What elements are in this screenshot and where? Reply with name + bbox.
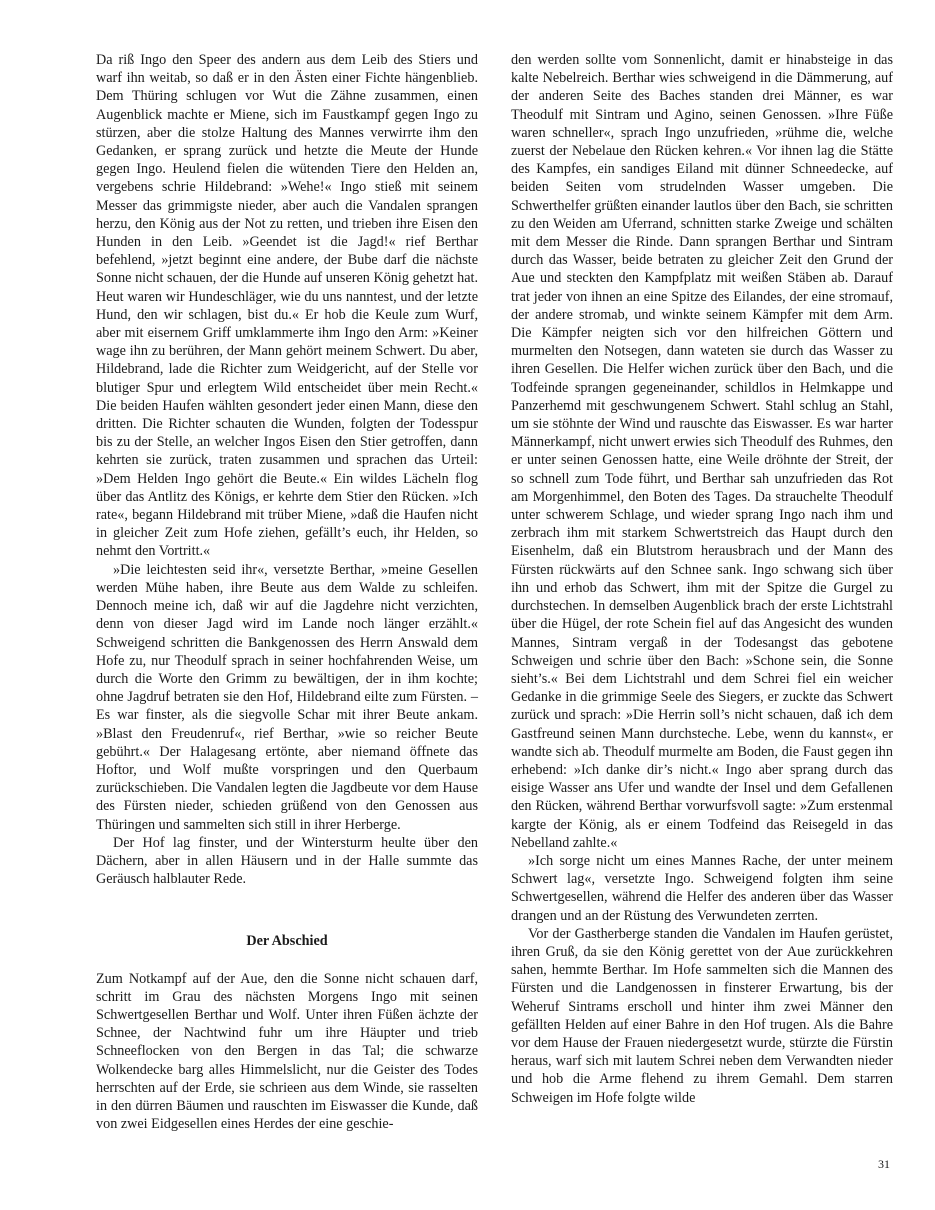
paragraph: »Ich sorge nicht um eines Mannes Rache, der unter meinem Schwert lag«, versetzte Ingo. Schweigend folgten ihm seine Schwertgesellen, während die Helfer des anderen über das Wasser drangen und an der Rüstung des Verwundeten zerrten. [511, 852, 893, 924]
paragraph: Da riß Ingo den Speer des andern aus dem Leib des Stiers und warf ihn weitab, so daß er in den Ästen einer Fichte hängenblieb. Dem Thüring schlugen vor Wut die Zähne zusammen, einen Augenblick machte er Miene, sich im Faustkampf gegen Ingo zu stürzen, aber die stolze Haltung des Mannes verwirrte ihm den Gedanken, er sprang zurück und hetzte die Meute der Hunde gegen Ingo. Heulend fielen die wütenden Tiere den Helden an, vergebens schrie Hildebrand: »Wehe!« Ingo stieß mit seinem Messer das grimmigste nieder, aber auch die Vandalen sprangen herzu, den König aus der Not zu retten, und trieben ihre Eisen den Hunden in den Leib. »Geendet ist die Jagd!« rief Berthar befehlend, »jetzt beginnt eine andere, der Bube darf die nächste Sonne nicht schauen, der die Hunde auf unseren König gehetzt hat. Heut waren wir Hundeschläger, wie du uns nanntest, und der letzte Hund, den wir schlagen, bist du.« Er hob die Keule zum Wurf, aber mit eisernem Griff umklammerte ihm Ingo den Arm: »Keiner wage ihn zu berühren, der Mann gehört meinem Schwert. Du aber, Hildebrand, lade die Richter zum Weidgericht, auf der Stelle vor blutiger Spur und erlegtem Wild entscheidet über mein Recht.« Die beiden Haufen wählten gesondert jeder einen Mann, diese den dritten. Die Richter schauten die Wunden, folgten der Todesspur bis zu der Stelle, an welcher Ingos Eisen den Stier getroffen, dann kehrten sie zurück, traten zusammen und sprachen das Urteil: »Dem Helden Ingo gehört die Beute.« Ein wildes Lächeln flog über das Antlitz des Königs, er kehrte dem Stier den Rücken. »Ich rate«, begann Hildebrand mit trüber Miene, »daß die Haufen nicht in gleicher Zeit zum Hofe ziehen, gefällt’s euch, ihr Helden, so nehmt den Vortritt.« [96, 52, 478, 560]
paragraph: »Die leichtesten seid ihr«, versetzte Berthar, »meine Gesellen werden Mühe haben, ihre Beute aus dem Walde zu schleifen. Dennoch meine ich, daß wir auf die Jagdehre nicht verzichten, denn von dieser Jagd wird im Lande noch länger erzählt.« Schweigend schritten die Bankgenossen des Herrn Answald dem Hofe zu, nur Theodulf sprach in seiner hochfahrenden Weise, um durch die Worte den Grimm zu bewältigen, der in ihm kochte; ohne Jagdruf betraten sie den Hof, Hildebrand eilte zum Fürsten. – Es war finster, als die siegvolle Schar mit ihrer Beute ankam. »Blast den Freudenruf«, rief Berthar, »wie so reicher Beute gebührt.« Der Halagesang ertönte, aber niemand öffnete das Hoftor, und Wolf mußte vorspringen und den Querbaum zurückschieben. Die Vandalen legten die Jagdbeute vor dem Hause des Fürsten nieder, schieden grüßend von den Genossen aus Thüringen und sammelten sich still in ihrer Herberge. [96, 561, 478, 833]
left-column [96, 51, 478, 1133]
paragraph: Der Hof lag finster, und der Wintersturm heulte über den Dächern, aber in allen Häusern und in der Halle summte das Geräusch halblauter Rede. [96, 834, 478, 888]
right-column [511, 51, 893, 1107]
section-heading: Der Abschied [246, 933, 328, 950]
paragraph: Vor der Gastherberge standen die Vandalen im Haufen gerüstet, ihren Gruß, da sie den König gerettet von der Aue zurückkehren sahen, hemmte Berthar. Im Hofe sammelten sich die Mannen des Fürsten und die Landgenossen in finsterer Erwartung, bis der Weheruf Sintrams erscholl und hinter ihm zwei Männer den gefällten Helden auf einer Bahre in den Hof trugen. Als die Bahre vor dem Hause der Frauen niedergesetzt wurde, stürzte die Fürstin heraus, warf sich mit lautem Schrei neben dem Verwandten nieder und hob die Arme flehend zu ihrem Gemahl. Dem starren Schweigen im Hofe folgte wilde [511, 925, 893, 1106]
paragraph: Zum Notkampf auf der Aue, den die Sonne nicht schauen darf, schritt im Grau des nächsten Morgens Ingo mit seinen Schwertgesellen Berthar und Wolf. Unter ihren Füßen ächzte der Schnee, der Nachtwind fuhr um ihre Häupter und trieb Schneeflocken von den Bergen in das Tal; die schwarze Wolkendecke barg alles Himmelslicht, nur die Geister des Todes herrschten auf der Erde, sie schrieen aus dem Winde, sie rasselten in den dürren Bäumen und rauschten im Eiswasser die Kunde, daß von zwei Eidgesellen eines Herdes der eine geschie- [96, 970, 478, 1133]
paragraph: den werden sollte vom Sonnenlicht, damit er hinabsteige in das kalte Nebelreich. Berthar wies schweigend in die Dämmerung, auf der anderen Seite des Baches standen drei Männer, es war Theodulf mit Sintram und Agino, seinen Genossen. »Ihre Füße waren schneller«, sprach Ingo unzufrieden, »rühme die, welche zuerst der Nebelaue den Rücken kehren.« Vor ihnen lag die Stätte des Kampfes, ein sandiges Eiland mit dünner Schneedecke, auf beiden Seiten vom strudelnden Wasser umgeben. Die Schwerthelfer grüßten einander lautlos über den Bach, sie schritten zu den Weiden am Uferrand, schnitten starke Zweige und schälten mit dem Messer die Rinde. Dann sprangen Berthar und Sintram durch das Wasser, beide betraten zu gleicher Zeit den Grund der Aue und steckten den Kampfplatz mit weißen Stäben ab. Darauf trat jeder von ihnen an eine Spitze des Eilandes, der eine stromauf, der andere stromab, und winkte seinem Kämpfer mit dem Arm. Die Kämpfer neigten sich vor den hilfreichen Göttern und murmelten den Notsegen, dann wateten sie durch das Wasser zu ihren Gesellen. Die Helfer wichen zurück über den Bach, und die Todfeinde sprangen gegeneinander, schildlos in Helmkappe und Panzerhemd mit geschwungenem Schwert. Stahl schlug an Stahl, um sie stöhnte der Wind und rauschte das Eiswasser. Es war harter Männerkampf, nicht unwert erwies sich Theodulf des Ruhmes, den er unter seinen Genossen hatte, eine Weile dröhnte der Streit, der so schnell zum Tode führt, und Berthar sah unzufrieden das Rot am Morgenhimmel, den Boten des Tages. Da strauchelte Theodulf unter schwerem Schlage, und wieder sprang Ingo nach ihm und zerbrach ihm mit starkem Schwertstreich das Haupt durch den Eisenhelm, daß ein Blutstrom herausbrach und der Mann des Fürsten rückwärts auf den Schnee sank. Ingo schwang sich über ihn und erhob das Schwert, ihm mit der Spitze die Gurgel zu durchstechen. In demselben Augenblick brach der erste Lichtstrahl über die Hügel, der rote Schein fiel auf das Angesicht des wunden Mannes, Sintram vergaß in der Todesangst das gebotene Schweigen und schrie über den Bach: »Schone sein, die Sonne sieht’s.« Bei dem Lichtstrahl und dem Schrei fiel ein weicher Gedanke in die grimmige Seele des Siegers, er zuckte das Schwert zurück und sprach: »Die Herrin soll’s nicht schauen, daß ich dem Gastfreund seinen Mann durchsteche. Lebe, wenn du kannst«, er wandte sich ab. Theodulf murmelte am Boden, die Faust gegen ihn erhebend: »Ich danke dir’s nicht.« Ingo aber sprang durch das eisige Wasser ans Ufer und wandte der Insel und dem Gefallenen den Rücken, während Berthar vorwurfsvoll sagte: »Zum erstenmal kargte der König, als er einem Todfeind das Reisegeld in das Nebelland zahlte.« [511, 52, 893, 851]
page-number: 31 [878, 1157, 890, 1171]
